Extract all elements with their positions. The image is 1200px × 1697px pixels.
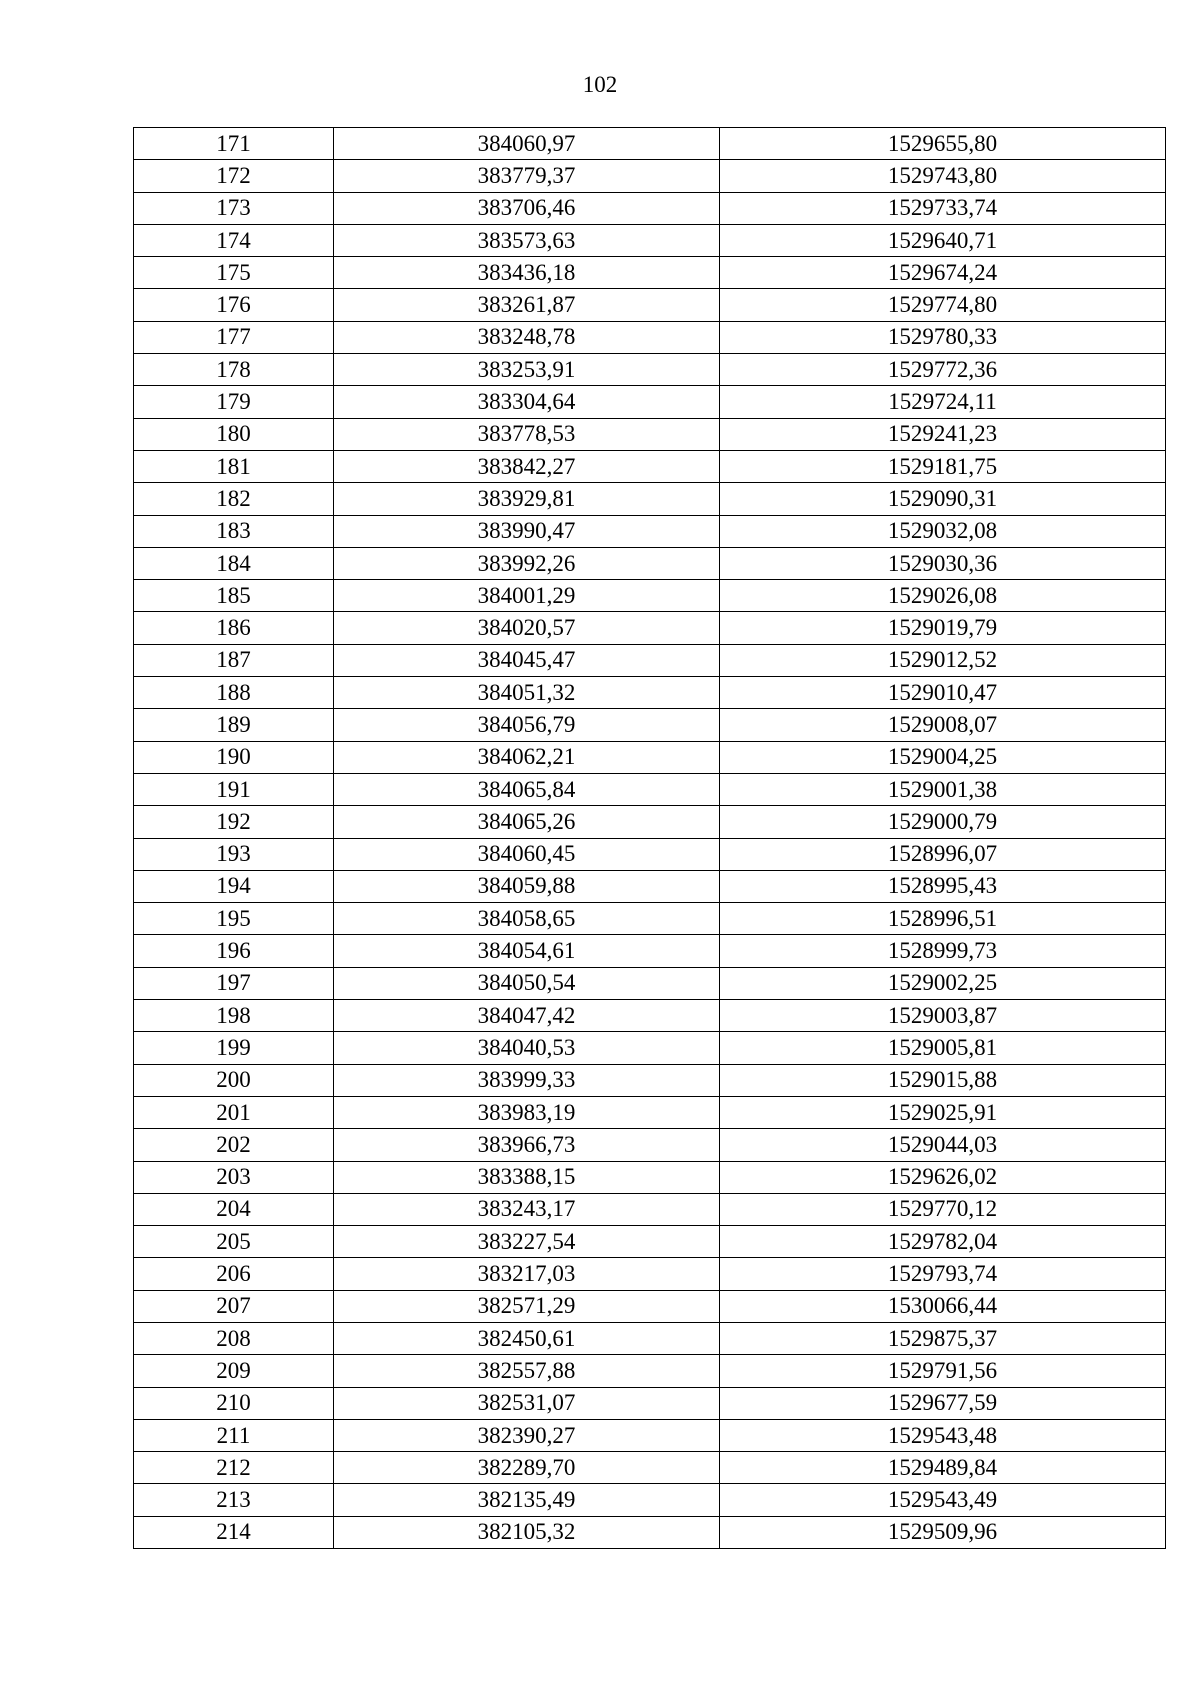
point-number-cell: 174 xyxy=(134,224,334,256)
y-coordinate-cell: 1529674,24 xyxy=(720,257,1166,289)
point-number-cell: 196 xyxy=(134,935,334,967)
point-number-cell: 203 xyxy=(134,1161,334,1193)
y-coordinate-cell: 1529181,75 xyxy=(720,450,1166,482)
table-row xyxy=(134,515,1166,547)
x-coordinate-cell: 384065,26 xyxy=(334,806,720,838)
y-coordinate-cell: 1529774,80 xyxy=(720,289,1166,321)
y-coordinate-cell: 1529543,48 xyxy=(720,1419,1166,1451)
table-row xyxy=(134,1161,1166,1193)
y-coordinate-cell: 1529044,03 xyxy=(720,1129,1166,1161)
x-coordinate-cell: 383992,26 xyxy=(334,547,720,579)
point-number-cell: 183 xyxy=(134,515,334,547)
table-row xyxy=(134,967,1166,999)
y-coordinate-cell: 1529004,25 xyxy=(720,741,1166,773)
y-coordinate-cell: 1529030,36 xyxy=(720,547,1166,579)
table-row xyxy=(134,1096,1166,1128)
y-coordinate-cell: 1530066,44 xyxy=(720,1290,1166,1322)
y-coordinate-cell: 1529626,02 xyxy=(720,1161,1166,1193)
table-row xyxy=(134,741,1166,773)
table-row xyxy=(134,128,1166,160)
x-coordinate-cell: 383842,27 xyxy=(334,450,720,482)
point-number-cell: 204 xyxy=(134,1193,334,1225)
table-row xyxy=(134,612,1166,644)
y-coordinate-cell: 1529003,87 xyxy=(720,1000,1166,1032)
y-coordinate-cell: 1529000,79 xyxy=(720,806,1166,838)
table-row xyxy=(134,870,1166,902)
x-coordinate-cell: 382390,27 xyxy=(334,1419,720,1451)
x-coordinate-cell: 383253,91 xyxy=(334,354,720,386)
point-number-cell: 197 xyxy=(134,967,334,999)
coordinates-table-body xyxy=(134,128,1166,1549)
table-row xyxy=(134,418,1166,450)
y-coordinate-cell: 1529241,23 xyxy=(720,418,1166,450)
table-row xyxy=(134,1258,1166,1290)
table-row xyxy=(134,1064,1166,1096)
x-coordinate-cell: 384060,45 xyxy=(334,838,720,870)
x-coordinate-cell: 384020,57 xyxy=(334,612,720,644)
y-coordinate-cell: 1529002,25 xyxy=(720,967,1166,999)
table-row xyxy=(134,1032,1166,1064)
table-row xyxy=(134,386,1166,418)
x-coordinate-cell: 383990,47 xyxy=(334,515,720,547)
table-row xyxy=(134,354,1166,386)
table-row xyxy=(134,1226,1166,1258)
x-coordinate-cell: 384059,88 xyxy=(334,870,720,902)
point-number-cell: 199 xyxy=(134,1032,334,1064)
coordinates-table xyxy=(133,127,1166,1549)
point-number-cell: 205 xyxy=(134,1226,334,1258)
point-number-cell: 213 xyxy=(134,1484,334,1516)
y-coordinate-cell: 1529640,71 xyxy=(720,224,1166,256)
y-coordinate-cell: 1529032,08 xyxy=(720,515,1166,547)
y-coordinate-cell: 1528996,07 xyxy=(720,838,1166,870)
y-coordinate-cell: 1529012,52 xyxy=(720,644,1166,676)
y-coordinate-cell: 1529733,74 xyxy=(720,192,1166,224)
x-coordinate-cell: 383573,63 xyxy=(334,224,720,256)
point-number-cell: 211 xyxy=(134,1419,334,1451)
x-coordinate-cell: 382531,07 xyxy=(334,1387,720,1419)
point-number-cell: 202 xyxy=(134,1129,334,1161)
table-row xyxy=(134,1419,1166,1451)
table-row xyxy=(134,1000,1166,1032)
table-row xyxy=(134,1193,1166,1225)
table-row xyxy=(134,483,1166,515)
point-number-cell: 179 xyxy=(134,386,334,418)
x-coordinate-cell: 384050,54 xyxy=(334,967,720,999)
table-row xyxy=(134,1452,1166,1484)
point-number-cell: 193 xyxy=(134,838,334,870)
table-row xyxy=(134,192,1166,224)
y-coordinate-cell: 1529489,84 xyxy=(720,1452,1166,1484)
x-coordinate-cell: 383388,15 xyxy=(334,1161,720,1193)
point-number-cell: 176 xyxy=(134,289,334,321)
y-coordinate-cell: 1529001,38 xyxy=(720,773,1166,805)
y-coordinate-cell: 1529791,56 xyxy=(720,1355,1166,1387)
y-coordinate-cell: 1528999,73 xyxy=(720,935,1166,967)
point-number-cell: 194 xyxy=(134,870,334,902)
table-row xyxy=(134,1387,1166,1419)
x-coordinate-cell: 382105,32 xyxy=(334,1516,720,1548)
x-coordinate-cell: 384045,47 xyxy=(334,644,720,676)
point-number-cell: 192 xyxy=(134,806,334,838)
y-coordinate-cell: 1529772,36 xyxy=(720,354,1166,386)
y-coordinate-cell: 1529743,80 xyxy=(720,160,1166,192)
x-coordinate-cell: 384065,84 xyxy=(334,773,720,805)
x-coordinate-cell: 384051,32 xyxy=(334,677,720,709)
point-number-cell: 210 xyxy=(134,1387,334,1419)
point-number-cell: 195 xyxy=(134,903,334,935)
point-number-cell: 184 xyxy=(134,547,334,579)
x-coordinate-cell: 383706,46 xyxy=(334,192,720,224)
table-row xyxy=(134,1129,1166,1161)
x-coordinate-cell: 382557,88 xyxy=(334,1355,720,1387)
y-coordinate-cell: 1529005,81 xyxy=(720,1032,1166,1064)
point-number-cell: 175 xyxy=(134,257,334,289)
point-number-cell: 212 xyxy=(134,1452,334,1484)
page-number: 102 xyxy=(582,72,618,97)
x-coordinate-cell: 382571,29 xyxy=(334,1290,720,1322)
x-coordinate-cell: 382450,61 xyxy=(334,1322,720,1354)
y-coordinate-cell: 1529724,11 xyxy=(720,386,1166,418)
point-number-cell: 177 xyxy=(134,321,334,353)
table-row xyxy=(134,257,1166,289)
table-row xyxy=(134,1322,1166,1354)
x-coordinate-cell: 382135,49 xyxy=(334,1484,720,1516)
x-coordinate-cell: 384062,21 xyxy=(334,741,720,773)
table-row xyxy=(134,773,1166,805)
x-coordinate-cell: 382289,70 xyxy=(334,1452,720,1484)
y-coordinate-cell: 1529780,33 xyxy=(720,321,1166,353)
point-number-cell: 207 xyxy=(134,1290,334,1322)
point-number-cell: 200 xyxy=(134,1064,334,1096)
x-coordinate-cell: 383304,64 xyxy=(334,386,720,418)
y-coordinate-cell: 1529008,07 xyxy=(720,709,1166,741)
x-coordinate-cell: 384060,97 xyxy=(334,128,720,160)
table-row xyxy=(134,709,1166,741)
y-coordinate-cell: 1529026,08 xyxy=(720,580,1166,612)
x-coordinate-cell: 384001,29 xyxy=(334,580,720,612)
y-coordinate-cell: 1529010,47 xyxy=(720,677,1166,709)
y-coordinate-cell: 1529875,37 xyxy=(720,1322,1166,1354)
point-number-cell: 201 xyxy=(134,1096,334,1128)
point-number-cell: 190 xyxy=(134,741,334,773)
y-coordinate-cell: 1529015,88 xyxy=(720,1064,1166,1096)
table-row xyxy=(134,1355,1166,1387)
x-coordinate-cell: 383983,19 xyxy=(334,1096,720,1128)
y-coordinate-cell: 1529770,12 xyxy=(720,1193,1166,1225)
table-row xyxy=(134,1484,1166,1516)
y-coordinate-cell: 1529090,31 xyxy=(720,483,1166,515)
table-row xyxy=(134,321,1166,353)
x-coordinate-cell: 383436,18 xyxy=(334,257,720,289)
point-number-cell: 188 xyxy=(134,677,334,709)
x-coordinate-cell: 383966,73 xyxy=(334,1129,720,1161)
table-row xyxy=(134,1290,1166,1322)
table-row xyxy=(134,547,1166,579)
point-number-cell: 209 xyxy=(134,1355,334,1387)
y-coordinate-cell: 1529793,74 xyxy=(720,1258,1166,1290)
table-row xyxy=(134,838,1166,870)
point-number-cell: 172 xyxy=(134,160,334,192)
x-coordinate-cell: 383248,78 xyxy=(334,321,720,353)
point-number-cell: 191 xyxy=(134,773,334,805)
x-coordinate-cell: 384056,79 xyxy=(334,709,720,741)
y-coordinate-cell: 1529655,80 xyxy=(720,128,1166,160)
y-coordinate-cell: 1529543,49 xyxy=(720,1484,1166,1516)
point-number-cell: 187 xyxy=(134,644,334,676)
table-row xyxy=(134,160,1166,192)
y-coordinate-cell: 1528995,43 xyxy=(720,870,1166,902)
y-coordinate-cell: 1529509,96 xyxy=(720,1516,1166,1548)
x-coordinate-cell: 383243,17 xyxy=(334,1193,720,1225)
x-coordinate-cell: 383929,81 xyxy=(334,483,720,515)
table-row xyxy=(134,450,1166,482)
x-coordinate-cell: 383227,54 xyxy=(334,1226,720,1258)
table-row xyxy=(134,935,1166,967)
table-row xyxy=(134,1516,1166,1548)
point-number-cell: 181 xyxy=(134,450,334,482)
point-number-cell: 208 xyxy=(134,1322,334,1354)
point-number-cell: 173 xyxy=(134,192,334,224)
point-number-cell: 180 xyxy=(134,418,334,450)
point-number-cell: 171 xyxy=(134,128,334,160)
point-number-cell: 186 xyxy=(134,612,334,644)
y-coordinate-cell: 1529677,59 xyxy=(720,1387,1166,1419)
table-row xyxy=(134,289,1166,321)
table-row xyxy=(134,224,1166,256)
x-coordinate-cell: 384040,53 xyxy=(334,1032,720,1064)
y-coordinate-cell: 1529782,04 xyxy=(720,1226,1166,1258)
y-coordinate-cell: 1529019,79 xyxy=(720,612,1166,644)
point-number-cell: 185 xyxy=(134,580,334,612)
y-coordinate-cell: 1528996,51 xyxy=(720,903,1166,935)
table-row xyxy=(134,644,1166,676)
x-coordinate-cell: 384054,61 xyxy=(334,935,720,967)
x-coordinate-cell: 384047,42 xyxy=(334,1000,720,1032)
table-row xyxy=(134,677,1166,709)
point-number-cell: 189 xyxy=(134,709,334,741)
x-coordinate-cell: 384058,65 xyxy=(334,903,720,935)
x-coordinate-cell: 383999,33 xyxy=(334,1064,720,1096)
point-number-cell: 182 xyxy=(134,483,334,515)
y-coordinate-cell: 1529025,91 xyxy=(720,1096,1166,1128)
x-coordinate-cell: 383261,87 xyxy=(334,289,720,321)
point-number-cell: 206 xyxy=(134,1258,334,1290)
point-number-cell: 178 xyxy=(134,354,334,386)
point-number-cell: 214 xyxy=(134,1516,334,1548)
x-coordinate-cell: 383778,53 xyxy=(334,418,720,450)
table-row xyxy=(134,806,1166,838)
table-row xyxy=(134,580,1166,612)
x-coordinate-cell: 383779,37 xyxy=(334,160,720,192)
x-coordinate-cell: 383217,03 xyxy=(334,1258,720,1290)
table-row xyxy=(134,903,1166,935)
point-number-cell: 198 xyxy=(134,1000,334,1032)
